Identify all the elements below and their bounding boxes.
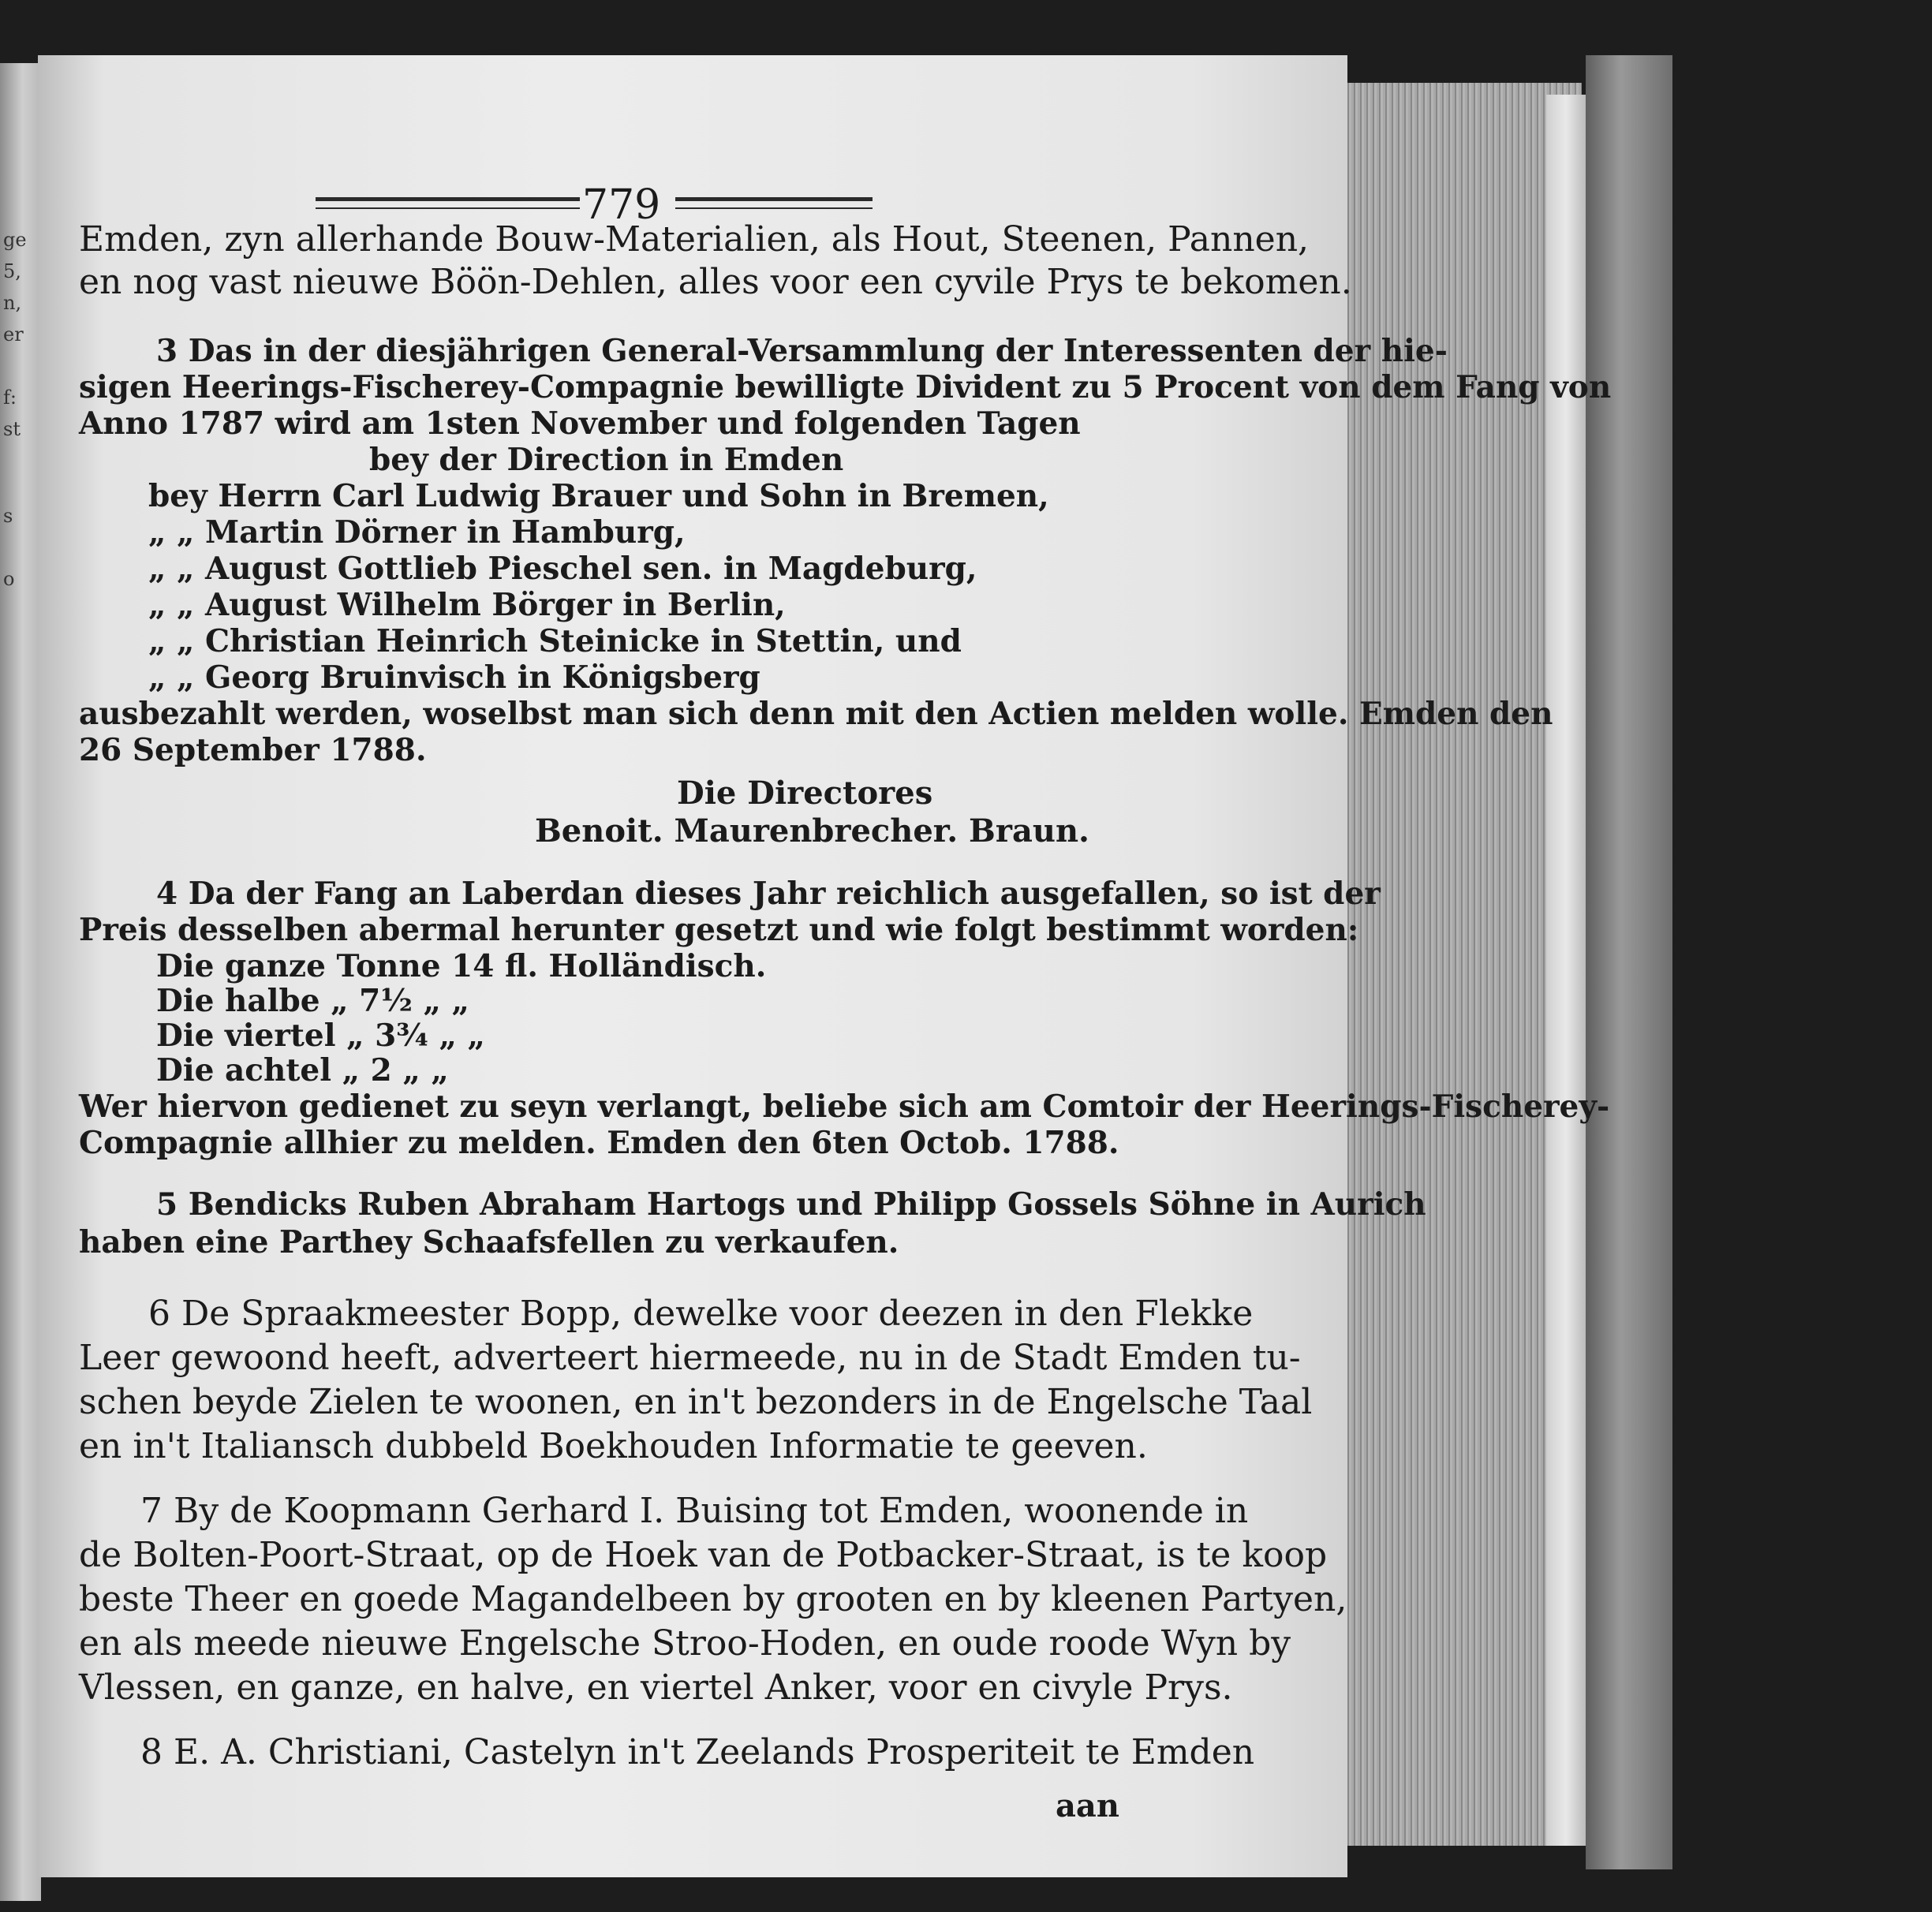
- text-line: bey der Direction in Emden: [369, 442, 844, 478]
- text-line: „ „ Martin Dörner in Hamburg,: [148, 514, 686, 551]
- price-row: Die achtel „ 2 „ „: [156, 1052, 449, 1089]
- header-rule: [316, 207, 580, 209]
- left-page-edge: [0, 63, 41, 1901]
- price-row: Die ganze Tonne 14 fl. Holländisch.: [156, 948, 767, 984]
- left-fragment: s: [3, 505, 13, 527]
- left-fragment: n,: [3, 292, 22, 314]
- text-line: Anno 1787 wird am 1sten November und folgenden Tagen: [79, 405, 1081, 442]
- text-line: „ „ Christian Heinrich Steinicke in Stettin, und: [148, 623, 962, 659]
- left-fragment: o: [3, 568, 15, 590]
- text-line: de Bolten-Poort-Straat, op de Hoek van de Potbacker-Straat, is te koop: [79, 1535, 1328, 1575]
- text-line: 6 De Spraakmeester Bopp, dewelke voor deezen in den Flekke: [148, 1294, 1254, 1334]
- text-line: 5 Bendicks Ruben Abraham Hartogs und Philipp Gossels Söhne in Aurich: [156, 1186, 1426, 1223]
- text-line: 7 By de Koopmann Gerhard I. Buising tot Emden, woonende in: [140, 1491, 1249, 1531]
- page-edges-inner: [1546, 95, 1586, 1846]
- header-rule: [316, 197, 580, 201]
- text-line: schen beyde Zielen te woonen, en in't bezonders in de Engelsche Taal: [79, 1382, 1313, 1422]
- header-rule: [675, 197, 873, 201]
- text-line: en nog vast nieuwe Böön-Dehlen, alles voor een cyvile Prys te bekomen.: [79, 262, 1352, 302]
- text-line: Vlessen, en ganze, en halve, en viertel Anker, voor en civyle Prys.: [79, 1667, 1233, 1708]
- text-line: Wer hiervon gedienet zu seyn verlangt, beliebe sich am Comtoir der Heerings-Fischerey-: [79, 1089, 1610, 1125]
- price-row: Die halbe „ 7½ „ „: [156, 983, 469, 1019]
- left-fragment: ge: [3, 229, 27, 251]
- book-page: [38, 55, 1612, 1877]
- text-line: 8 E. A. Christiani, Castelyn in't Zeelands Prosperiteit te Emden: [140, 1732, 1255, 1772]
- text-line: Leer gewoond heeft, adverteert hiermeede, nu in de Stadt Emden tu-: [79, 1338, 1301, 1378]
- left-fragment: 5,: [3, 260, 21, 282]
- text-line: haben eine Parthey Schaafsfellen zu verkaufen.: [79, 1224, 899, 1260]
- left-fragment: f:: [3, 387, 17, 409]
- text-line: ausbezahlt werden, woselbst man sich denn mit den Actien melden wolle. Emden den: [79, 696, 1553, 732]
- text-line: „ „ Georg Bruinvisch in Königsberg: [148, 659, 760, 696]
- text-line: „ „ August Gottlieb Pieschel sen. in Magdeburg,: [148, 551, 977, 587]
- header-rule: [675, 207, 873, 209]
- catchword: aan: [1056, 1787, 1119, 1824]
- text-line: bey Herrn Carl Ludwig Brauer und Sohn in Bremen,: [148, 478, 1049, 514]
- signature-names: Benoit. Maurenbrecher. Braun.: [535, 812, 1089, 850]
- text-line: en als meede nieuwe Engelsche Stroo-Hoden, en oude roode Wyn by: [79, 1623, 1291, 1664]
- price-row: Die viertel „ 3¾ „ „: [156, 1018, 485, 1054]
- text-line: Emden, zyn allerhande Bouw-Materialien, als Hout, Steenen, Pannen,: [79, 219, 1310, 260]
- left-fragment: er: [3, 323, 24, 345]
- text-line: 4 Da der Fang an Laberdan dieses Jahr reichlich ausgefallen, so ist der: [156, 876, 1381, 912]
- text-line: Preis desselben abermal herunter gesetzt und wie folgt bestimmt worden:: [79, 912, 1359, 948]
- page-number: 779: [582, 181, 661, 229]
- text-line: sigen Heerings-Fischerey-Compagnie bewilligte Divident zu 5 Procent von dem Fang von: [79, 369, 1612, 405]
- text-line: 3 Das in der diesjährigen General-Versammlung der Interessenten der hie-: [156, 333, 1448, 369]
- text-line: 26 September 1788.: [79, 732, 427, 768]
- text-line: beste Theer en goede Magandelbeen by grooten en by kleenen Partyen,: [79, 1579, 1347, 1619]
- signature-title: Die Directores: [677, 775, 933, 812]
- left-fragment: st: [3, 418, 21, 440]
- text-line: en in't Italiansch dubbeld Boekhouden Informatie te geeven.: [79, 1426, 1148, 1466]
- text-line: „ „ August Wilhelm Börger in Berlin,: [148, 587, 786, 623]
- book-cover: [1586, 55, 1672, 1869]
- text-line: Compagnie allhier zu melden. Emden den 6ten Octob. 1788.: [79, 1125, 1119, 1161]
